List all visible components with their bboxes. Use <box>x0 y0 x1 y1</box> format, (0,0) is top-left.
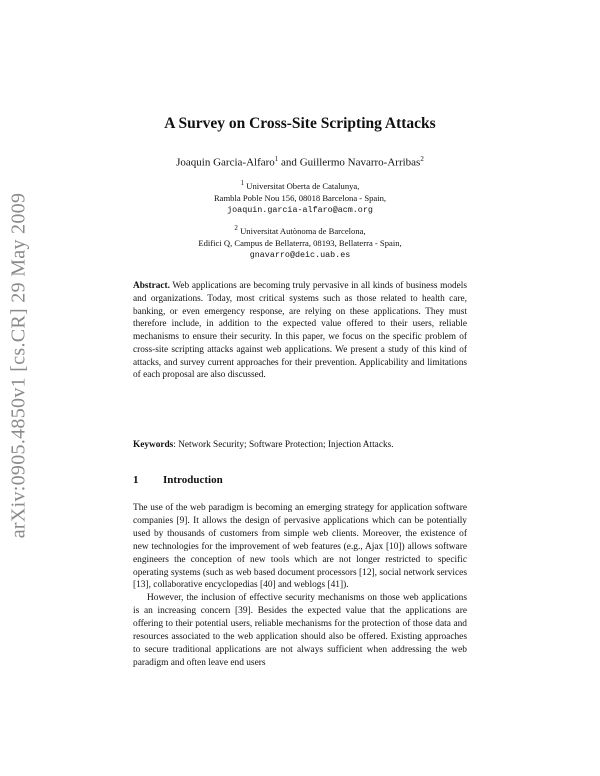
author-separator: and <box>278 156 300 169</box>
keywords-label: Keywords <box>133 440 174 450</box>
affiliation-mark: 2 <box>234 224 238 232</box>
keywords-text: : Network Security; Software Protection; Injection Attacks. <box>173 440 394 450</box>
paragraph: The use of the web paradigm is becoming an emerging strategy for application software companies [9]. It allows the design of pervasive applications which can be potentially used by thousands of customers from simple web clients. Moreover, the existence of new technologies for the improvement of web features (e.g., Ajax [10]) allows software engineers the conception of new tools which are not longer restricted to specific operating systems (such as web based document processors [12], social network services [13], collaborative encyclopedias [40] and weblogs [41]). <box>133 503 467 591</box>
abstract <box>133 280 467 382</box>
section-number: 1 <box>133 474 139 486</box>
section-title: Introduction <box>163 474 223 486</box>
author-name: Joaquin Garcia-Alfaro <box>176 156 275 169</box>
affiliation-1 <box>110 177 490 216</box>
abstract-text: Web applications are becoming truly pervasive in all kinds of business models and organizations. Today, most critical systems such as those related to health care, banking, or even emergency response, are relying on these applications. They must therefore include, in addition to the expected value offered to their users, reliable mechanisms to ensure their security. In this paper, we focus on the specific problem of cross-site scripting attacks against web applications. We present a study of this kind of attacks, and survey current approaches for their prevention. Applicability and limitations of each proposal are also discussed. <box>133 281 468 381</box>
arxiv-stamp <box>4 180 34 550</box>
affiliation-email: joaquin.garcia-alfaro@acm.org <box>227 205 373 216</box>
affiliation-mark: 1 <box>240 179 245 187</box>
affiliation-address: Rambla Poble Nou 156, 08018 Barcelona - Spain, <box>213 193 387 204</box>
author-list <box>110 155 490 169</box>
author-name: Guillermo Navarro-Arribas <box>299 156 421 169</box>
section-heading <box>133 474 223 486</box>
body-text <box>133 502 467 670</box>
affiliation-institution: Universitat Autònoma de Barcelona, <box>240 225 366 236</box>
paragraph: However, the inclusion of effective security mechanisms on those web applications is an increasing concern [39]. Besides the expected value that the applications are offering to their potential users, reliable mechanisms for the protection of those data and resources associated to the web application should also be offered. Existing approaches to secure traditional applications are not always sufficient when addressing the web paradigm and often leave end users <box>133 593 467 668</box>
affiliation-email: gnavarro@deic.uab.es <box>249 250 351 261</box>
author-affiliation-mark: 1 <box>274 155 279 163</box>
paper-title: A Survey on Cross-Site Scripting Attacks <box>164 115 436 132</box>
affiliation-address: Edifici Q, Campus de Bellaterra, 08193, Bellaterra - Spain, <box>198 238 402 249</box>
abstract-label: Abstract. <box>133 281 170 291</box>
affiliation-2 <box>110 222 490 261</box>
keywords <box>133 440 467 450</box>
affiliation-institution: Universitat Oberta de Catalunya, <box>246 180 360 191</box>
author-affiliation-mark: 2 <box>420 155 424 163</box>
arxiv-stamp-text: arXiv:0905.4850v1 [cs.CR] 29 May 2009 <box>7 192 30 538</box>
